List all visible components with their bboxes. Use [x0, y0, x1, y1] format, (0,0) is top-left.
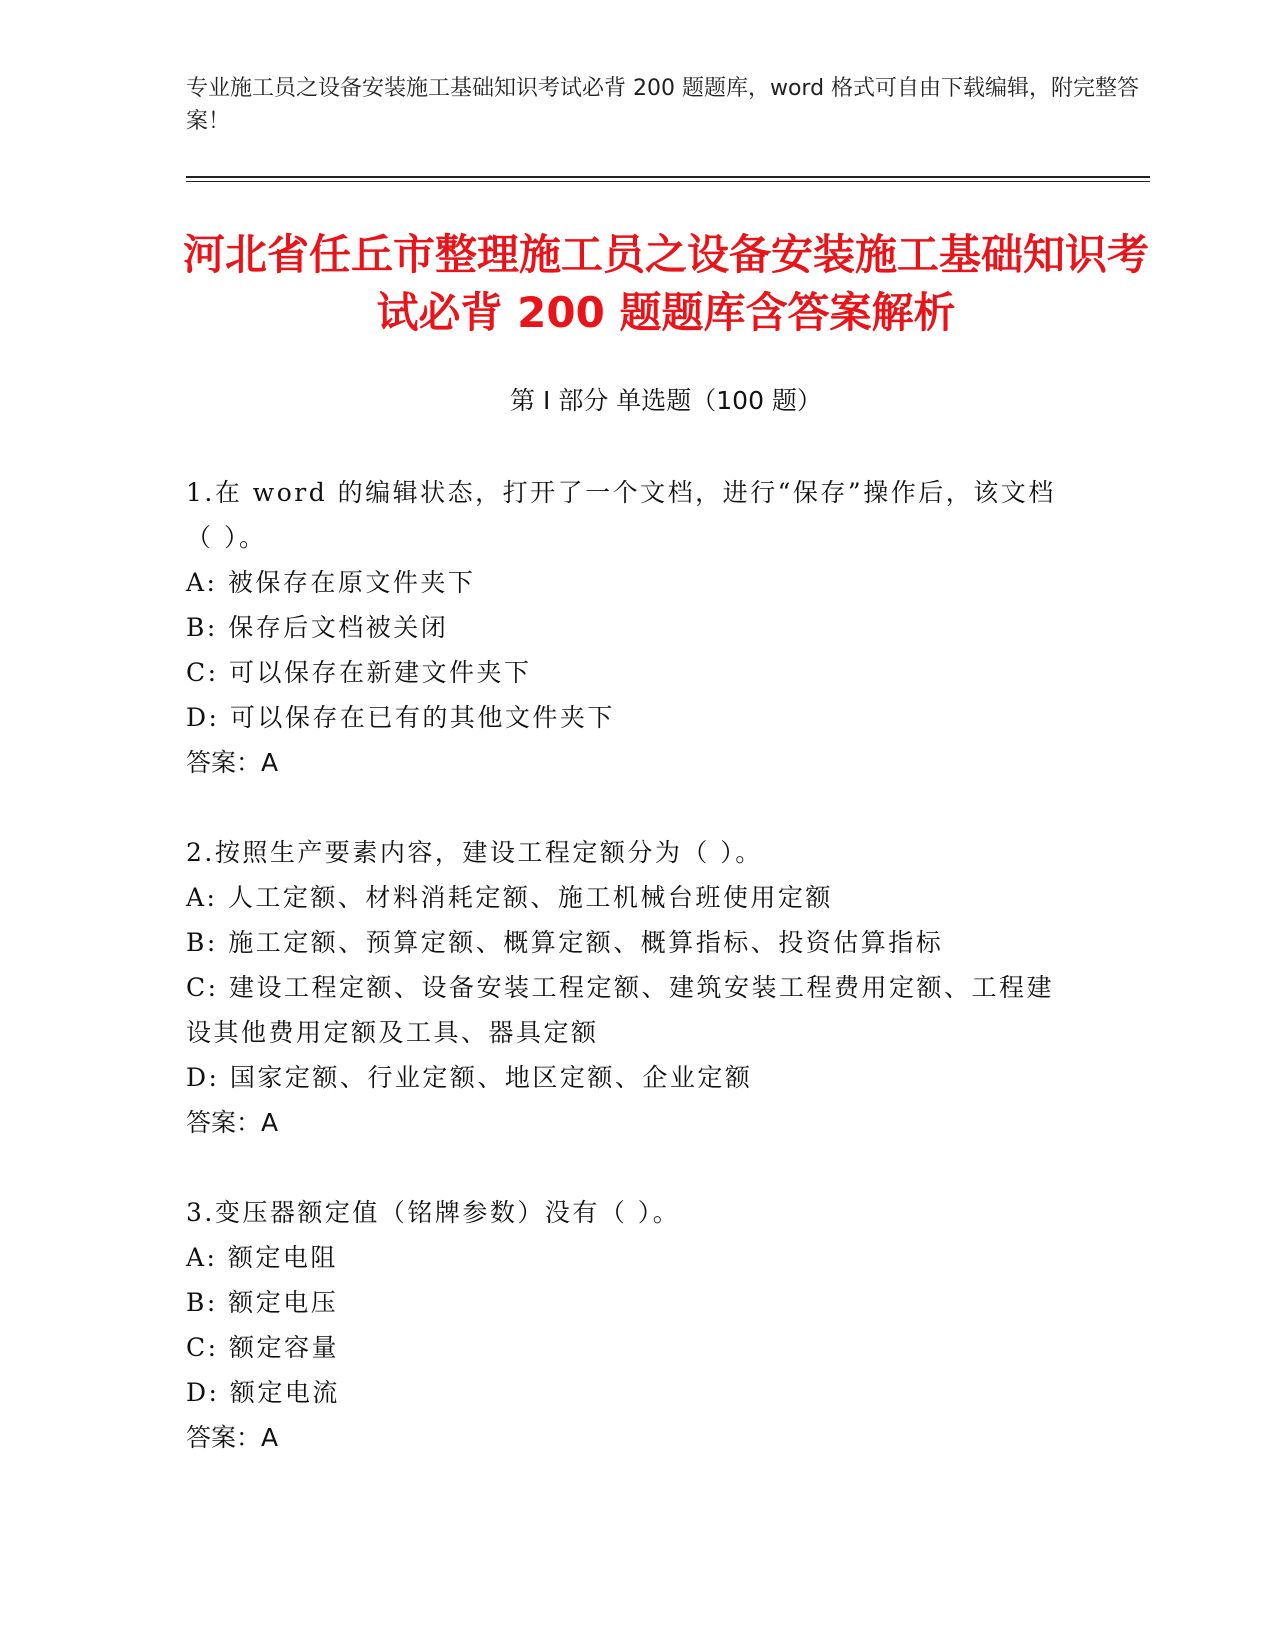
- option-a: A: 人工定额、材料消耗定额、施工机械台班使用定额: [186, 883, 833, 912]
- question-stem: 2.按照生产要素内容，建设工程定额分为（ ）。: [186, 838, 763, 867]
- option-d: D: 国家定额、行业定额、地区定额、企业定额: [186, 1063, 753, 1092]
- answer-text: 答案：A: [186, 1423, 279, 1452]
- header-note: 专业施工员之设备安装施工基础知识考试必背 200 题题库，word 格式可自由下载编辑，附完整答案！: [186, 76, 1140, 134]
- option-d: D: 可以保存在已有的其他文件夹下: [186, 703, 615, 732]
- option-d: D: 额定电流: [186, 1378, 340, 1407]
- section-title: 第 I 部分 单选题（100 题）: [510, 386, 822, 415]
- option-c: C: 额定容量: [186, 1333, 339, 1362]
- option-b: B: 施工定额、预算定额、概算定额、概算指标、投资估算指标: [186, 928, 944, 957]
- question-list: [186, 470, 1066, 1505]
- option-b: B: 额定电压: [186, 1288, 339, 1317]
- question-stem: 1.在 word 的编辑状态，打开了一个文档，进行“保存”操作后，该文档（ ）。: [186, 478, 1056, 552]
- header-divider-thin: [186, 181, 1150, 182]
- answer-text: 答案：A: [186, 748, 279, 777]
- question-stem: 3.变压器额定值（铭牌参数）没有（ ）。: [186, 1198, 681, 1227]
- header-divider-thick: [186, 176, 1150, 178]
- option-c: C: 建设工程定额、设备安装工程定额、建筑安装工程费用定额、工程建设其他费用定额及工具、器具定额: [186, 973, 1055, 1047]
- option-a: A: 被保存在原文件夹下: [186, 568, 476, 597]
- question-3: [186, 1190, 1066, 1460]
- answer-text: 答案：A: [186, 1108, 279, 1137]
- question-1: [186, 470, 1066, 785]
- option-a: A: 额定电阻: [186, 1243, 338, 1272]
- option-c: C: 可以保存在新建文件夹下: [186, 658, 532, 687]
- document-title: 河北省任丘市整理施工员之设备安装施工基础知识考试必背 200 题题库含答案解析: [182, 230, 1149, 337]
- option-b: B: 保存后文档被关闭: [186, 613, 449, 642]
- question-2: [186, 830, 1066, 1145]
